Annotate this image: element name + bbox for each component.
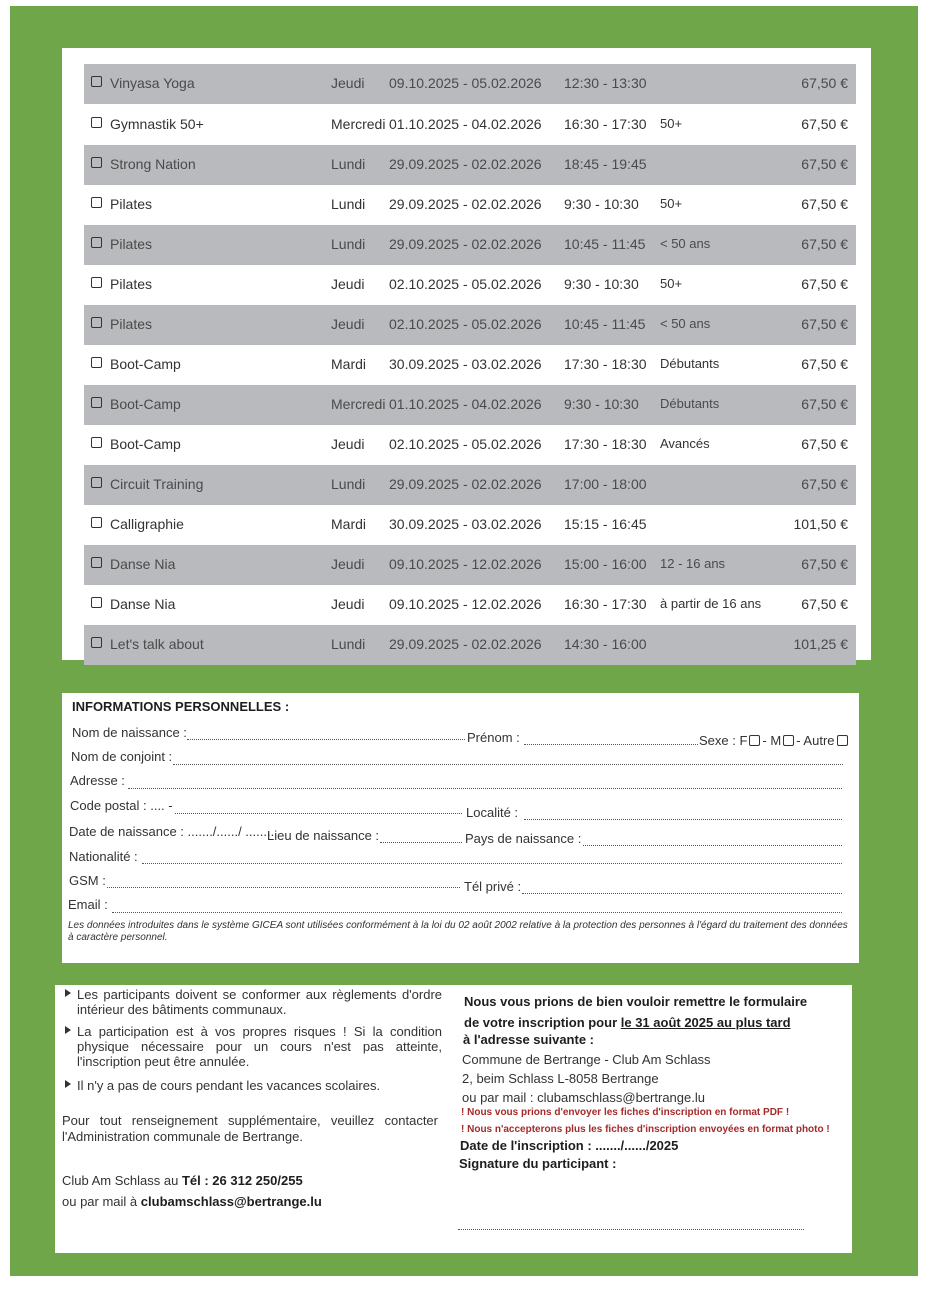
course-level: 12 - 16 ans xyxy=(660,556,726,571)
nationality-field[interactable] xyxy=(142,863,842,864)
birth-name-field[interactable] xyxy=(187,739,465,740)
club-phone-prefix: Club Am Schlass au xyxy=(62,1173,179,1188)
course-checkbox[interactable] xyxy=(91,557,102,568)
course-time: 10:45 - 11:45 xyxy=(564,236,646,252)
course-name: Pilates xyxy=(110,196,153,212)
course-day: Jeudi xyxy=(331,316,365,332)
photo-note: ! Nous n'accepterons plus les fiches d'inscription envoyées en format photo ! xyxy=(461,1124,830,1135)
course-time: 14:30 - 16:00 xyxy=(564,636,647,652)
bullet-arrow-icon xyxy=(65,1026,71,1034)
course-day: Jeudi xyxy=(331,276,365,292)
course-time: 10:45 - 11:45 xyxy=(564,316,646,332)
first-name-field[interactable] xyxy=(524,744,698,745)
sex-label: Sexe : F xyxy=(699,733,748,748)
course-day: Mercredi xyxy=(331,116,386,132)
course-day: Mardi xyxy=(331,516,367,532)
course-day: Mercredi xyxy=(331,396,386,412)
course-dates: 29.09.2025 - 02.02.2026 xyxy=(389,636,542,652)
course-checkbox[interactable] xyxy=(91,317,102,328)
course-dates: 02.10.2025 - 05.02.2026 xyxy=(389,436,542,452)
course-checkbox[interactable] xyxy=(91,76,102,87)
course-dates: 02.10.2025 - 05.02.2026 xyxy=(389,276,542,292)
course-dates: 09.10.2025 - 12.02.2026 xyxy=(389,556,542,572)
email-label: Email : xyxy=(68,897,108,912)
course-time: 9:30 - 10:30 xyxy=(564,196,639,212)
course-level: Débutants xyxy=(660,356,720,371)
gsm-field[interactable] xyxy=(107,887,460,888)
course-price: 67,50 € xyxy=(801,356,848,372)
spouse-name-field[interactable] xyxy=(173,764,843,765)
course-time: 17:30 - 18:30 xyxy=(564,436,647,452)
course-level: 50+ xyxy=(660,196,683,211)
course-price: 67,50 € xyxy=(801,156,848,172)
sex-other-checkbox[interactable] xyxy=(837,735,848,746)
personal-info-form xyxy=(62,693,859,963)
club-mail-prefix: ou par mail à xyxy=(62,1194,138,1209)
course-row xyxy=(84,64,856,104)
course-row xyxy=(84,505,856,545)
sex-other-label: - Autre xyxy=(796,733,835,748)
course-level: < 50 ans xyxy=(660,236,711,251)
course-row xyxy=(84,185,856,225)
course-day: Lundi xyxy=(331,156,366,172)
submit-deadline: le 31 août 2025 au plus tard xyxy=(620,1015,791,1030)
course-row xyxy=(84,225,856,265)
submit-mail[interactable]: ou par mail : clubamschlass@bertrange.lu xyxy=(462,1090,705,1105)
rule-1: Les participants doivent se conformer aux règlements d'ordre intérieur des bâtiments communaux. xyxy=(77,987,442,1017)
course-row xyxy=(84,625,856,665)
club-phone-number: Tél : 26 312 250/255 xyxy=(181,1173,303,1188)
course-day: Jeudi xyxy=(331,436,365,452)
course-row xyxy=(84,385,856,425)
course-price: 67,50 € xyxy=(801,75,848,91)
course-name: Gymnastik 50+ xyxy=(110,116,204,132)
course-dates: 29.09.2025 - 02.02.2026 xyxy=(389,156,542,172)
submit-address-2: 2, beim Schlass L-8058 Bertrange xyxy=(462,1071,659,1086)
birth-name-label: Nom de naissance : xyxy=(72,725,187,740)
course-day: Jeudi xyxy=(331,556,365,572)
course-row xyxy=(84,305,856,345)
club-phone xyxy=(62,1173,303,1189)
course-checkbox[interactable] xyxy=(91,517,102,528)
course-row xyxy=(84,465,856,505)
course-dates: 01.10.2025 - 04.02.2026 xyxy=(389,396,542,412)
rule-3: Il n'y a pas de cours pendant les vacances scolaires. xyxy=(77,1078,381,1093)
signature-label: Signature du participant : xyxy=(459,1156,617,1171)
course-dates: 30.09.2025 - 03.02.2026 xyxy=(389,356,542,372)
first-name-label: Prénom : xyxy=(467,730,520,745)
course-level: < 50 ans xyxy=(660,316,711,331)
course-name: Calligraphie xyxy=(110,516,184,532)
course-checkbox[interactable] xyxy=(91,437,102,448)
email-field[interactable] xyxy=(112,912,842,913)
birth-place-label: Lieu de naissance : xyxy=(267,828,380,843)
info-title: INFORMATIONS PERSONNELLES : xyxy=(72,699,290,714)
rule-2: La participation est à vos propres risques ! Si la condition physique nécessaire pour un cours n'est pas atteinte, l'inscription peut être annulée. xyxy=(77,1024,442,1069)
course-name: Pilates xyxy=(110,316,153,332)
course-checkbox[interactable] xyxy=(91,157,102,168)
course-name: Circuit Training xyxy=(110,476,204,492)
birth-country-label: Pays de naissance : xyxy=(465,831,582,846)
private-phone-label: Tél privé : xyxy=(464,879,522,894)
course-checkbox[interactable] xyxy=(91,357,102,368)
course-checkbox[interactable] xyxy=(91,637,102,648)
course-row xyxy=(84,545,856,585)
course-price: 101,25 € xyxy=(793,636,848,652)
course-dates: 29.09.2025 - 02.02.2026 xyxy=(389,236,542,252)
locality-field[interactable] xyxy=(524,819,842,820)
course-price: 67,50 € xyxy=(801,236,848,252)
bullet-arrow-icon xyxy=(65,989,71,997)
spouse-name-label: Nom de conjoint : xyxy=(71,749,173,764)
course-checkbox[interactable] xyxy=(91,477,102,488)
courses-table xyxy=(62,48,871,660)
course-checkbox[interactable] xyxy=(91,237,102,248)
course-dates: 02.10.2025 - 05.02.2026 xyxy=(389,316,542,332)
submit-address-1: Commune de Bertrange - Club Am Schlass xyxy=(462,1052,711,1067)
postal-code-label: Code postal : .... - xyxy=(70,798,173,813)
bullet-arrow-icon xyxy=(65,1080,71,1088)
course-name: Strong Nation xyxy=(110,156,196,172)
course-checkbox[interactable] xyxy=(91,117,102,128)
course-time: 16:30 - 17:30 xyxy=(564,116,647,132)
course-name: Vinyasa Yoga xyxy=(110,75,195,91)
course-dates: 09.10.2025 - 12.02.2026 xyxy=(389,596,542,612)
course-day: Jeudi xyxy=(331,596,365,612)
course-dates: 30.09.2025 - 03.02.2026 xyxy=(389,516,542,532)
course-row xyxy=(84,145,856,185)
course-price: 67,50 € xyxy=(801,196,848,212)
course-checkbox[interactable] xyxy=(91,197,102,208)
course-dates: 29.09.2025 - 02.02.2026 xyxy=(389,196,542,212)
sex-m-checkbox[interactable] xyxy=(783,735,794,746)
course-day: Lundi xyxy=(331,476,366,492)
submit-line-2 xyxy=(464,1015,791,1031)
birth-place-field[interactable] xyxy=(380,842,462,843)
course-price: 67,50 € xyxy=(801,276,848,292)
course-day: Jeudi xyxy=(331,75,365,91)
course-level: 50+ xyxy=(660,116,683,131)
signature-field[interactable] xyxy=(458,1229,804,1230)
course-row xyxy=(84,265,856,305)
course-time: 17:30 - 18:30 xyxy=(564,356,647,372)
course-name: Pilates xyxy=(110,236,153,252)
course-row xyxy=(84,345,856,385)
course-time: 12:30 - 13:30 xyxy=(564,75,647,91)
course-dates: 01.10.2025 - 04.02.2026 xyxy=(389,116,542,132)
course-row xyxy=(84,585,856,625)
course-dates: 09.10.2025 - 05.02.2026 xyxy=(389,75,542,91)
course-name: Boot-Camp xyxy=(110,356,181,372)
course-day: Lundi xyxy=(331,636,366,652)
postal-code-field[interactable] xyxy=(175,813,462,814)
course-name: Danse Nia xyxy=(110,556,176,572)
address-label: Adresse : xyxy=(70,773,125,788)
course-level: Avancés xyxy=(660,436,710,451)
course-time: 9:30 - 10:30 xyxy=(564,396,639,412)
course-day: Lundi xyxy=(331,236,366,252)
club-mail xyxy=(62,1194,322,1210)
course-time: 16:30 - 17:30 xyxy=(564,596,647,612)
rules-and-submission xyxy=(55,985,852,1253)
course-price: 67,50 € xyxy=(801,556,848,572)
course-price: 67,50 € xyxy=(801,476,848,492)
birth-date-label: Date de naissance : ......./....../ ........ xyxy=(69,824,275,839)
sex-m-label: - M xyxy=(762,733,782,748)
course-dates: 29.09.2025 - 02.02.2026 xyxy=(389,476,542,492)
course-checkbox[interactable] xyxy=(91,397,102,408)
locality-label: Localité : xyxy=(466,805,519,820)
pdf-note: ! Nous vous prions d'envoyer les fiches d'inscription en format PDF ! xyxy=(461,1107,790,1118)
course-time: 15:15 - 16:45 xyxy=(564,516,647,532)
course-checkbox[interactable] xyxy=(91,597,102,608)
private-phone-field[interactable] xyxy=(522,893,842,894)
course-price: 67,50 € xyxy=(801,596,848,612)
course-row xyxy=(84,425,856,465)
course-price: 67,50 € xyxy=(801,396,848,412)
privacy-notice: Les données introduites dans le système GICEA sont utilisées conformément à la loi du 02 août 2002 relative à la protection des personnes à l'égard du traitement des données à caractère personnel. xyxy=(68,920,848,943)
course-level: Débutants xyxy=(660,396,720,411)
address-field[interactable] xyxy=(128,788,842,789)
submit-line-2-prefix: de votre inscription pour xyxy=(464,1015,618,1030)
course-price: 67,50 € xyxy=(801,316,848,332)
course-price: 101,50 € xyxy=(793,516,848,532)
course-name: Pilates xyxy=(110,276,153,292)
course-name: Let's talk about xyxy=(110,636,204,652)
course-time: 17:00 - 18:00 xyxy=(564,476,647,492)
course-time: 9:30 - 10:30 xyxy=(564,276,639,292)
contact-intro: Pour tout renseignement supplémentaire, veuillez contacter l'Administration communale de Bertrange. xyxy=(62,1113,438,1144)
course-time: 18:45 - 19:45 xyxy=(564,156,647,172)
course-level: 50+ xyxy=(660,276,683,291)
course-name: Boot-Camp xyxy=(110,396,181,412)
submit-line-1: Nous vous prions de bien vouloir remettre le formulaire xyxy=(464,994,808,1009)
course-level: à partir de 16 ans xyxy=(660,596,762,611)
nationality-label: Nationalité : xyxy=(69,849,138,864)
submit-line-3: à l'adresse suivante : xyxy=(463,1032,594,1047)
course-row xyxy=(84,105,856,145)
course-price: 67,50 € xyxy=(801,116,848,132)
course-name: Boot-Camp xyxy=(110,436,181,452)
club-mail-address[interactable]: clubamschlass@bertrange.lu xyxy=(140,1194,322,1209)
birth-country-field[interactable] xyxy=(583,845,842,846)
sex-selector xyxy=(699,733,850,748)
course-time: 15:00 - 16:00 xyxy=(564,556,647,572)
course-name: Danse Nia xyxy=(110,596,176,612)
gsm-label: GSM : xyxy=(69,873,106,888)
sex-f-checkbox[interactable] xyxy=(749,735,760,746)
course-day: Lundi xyxy=(331,196,366,212)
course-day: Mardi xyxy=(331,356,367,372)
registration-date: Date de l'inscription : ......./....../2025 xyxy=(460,1138,679,1153)
course-checkbox[interactable] xyxy=(91,277,102,288)
course-price: 67,50 € xyxy=(801,436,848,452)
